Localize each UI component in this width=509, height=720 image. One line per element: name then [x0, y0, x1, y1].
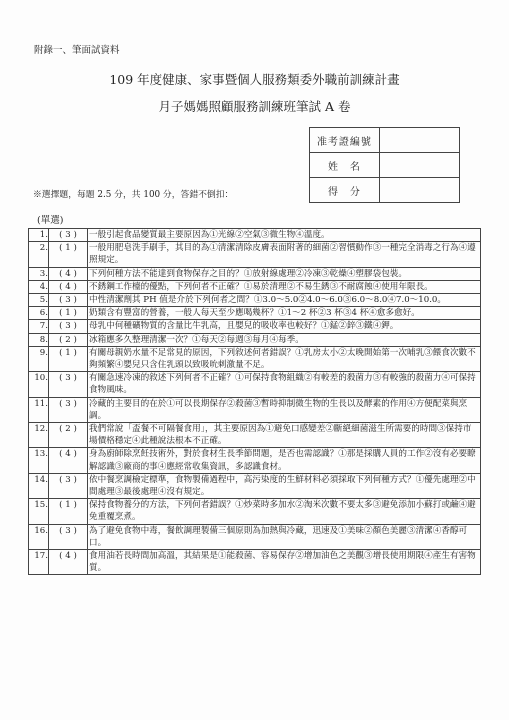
question-text: 依中餐烹調檢定標準，食物製備過程中，高污染度的生鮮材料必須採取下列何種方式？①優先處理②中間處理③最後處理④沒有規定。 — [88, 473, 481, 498]
answer: ( 1 ) — [49, 307, 88, 320]
answer: ( 3 ) — [49, 229, 88, 242]
question-number: 4. — [29, 280, 49, 293]
answer: ( 3 ) — [49, 294, 88, 307]
question-row — [29, 294, 481, 307]
question-number: 9. — [29, 346, 49, 371]
question-row — [29, 473, 481, 498]
info-label: 姓 名 — [310, 153, 380, 178]
answer: ( 1 ) — [49, 242, 88, 267]
section-label: (單選) — [37, 215, 64, 226]
question-text: 為了避免食物中毒，餐飲調理製備三個原則為加熱與冷藏，迅速及①美味②顏色美麗③清潔④香醇可口。 — [88, 524, 481, 549]
question-number: 17. — [29, 550, 49, 575]
question-text: 不銹鋼工作檯的優點，下列何者不正確？①易於清理②不易生銹③不耐腐蝕④使用年限長。 — [88, 280, 481, 293]
question-row — [29, 229, 481, 242]
appendix-label: 附錄一、筆面試資料 — [34, 45, 120, 56]
candidate-name-field[interactable] — [379, 153, 459, 178]
question-row — [29, 499, 481, 524]
question-row — [29, 550, 481, 575]
question-text: 身為廚師除烹飪技術外，對於食材生長季節問題，是否也需認識？①那是採購人員的工作②沒有必要瞭解認識③廠商的事④應經常收集資訊，多認識食材。 — [88, 448, 481, 473]
question-text: 下列何種方法不能達到食物保存之目的？①放射線處理②冷凍③乾燥④塑膠袋包裝。 — [88, 267, 481, 280]
answer: ( 3 ) — [49, 372, 88, 397]
question-number: 13. — [29, 448, 49, 473]
question-row — [29, 423, 481, 448]
answer: ( 3 ) — [49, 397, 88, 422]
answer: ( 4 ) — [49, 448, 88, 473]
question-number: 7. — [29, 320, 49, 333]
question-row — [29, 397, 481, 422]
question-text: 我們常說「盃餐不可隔餐食用」，其主要原因為①避免口感變差②斷絕細菌滋生所需要的時間③保持市場價格穩定④此種說法根本不正確。 — [88, 423, 481, 448]
question-number: 5. — [29, 294, 49, 307]
answer: ( 1 ) — [49, 346, 88, 371]
candidate-info-table — [309, 127, 460, 203]
info-row-name — [310, 153, 460, 178]
question-text: 奶類含有豐富的營養，一般人每天至少應喝幾杯？①1～2 杯②3 杯③4 杯④愈多愈好。 — [88, 307, 481, 320]
question-row — [29, 267, 481, 280]
question-row — [29, 320, 481, 333]
candidate-id-field[interactable] — [379, 128, 459, 153]
question-row — [29, 242, 481, 267]
question-text: 母乳中何種礦物質的含量比牛乳高，且嬰兒的吸收率也較好？①錳②鋅③鐵④鉀。 — [88, 320, 481, 333]
info-label: 准考證編號 — [310, 128, 380, 153]
question-number: 8. — [29, 333, 49, 346]
question-text: 保持食物養分的方法，下列何者錯誤？①炒菜時多加水②淘米次數不要太多③避免添加小蘇打或鹼④避免重覆烹煮。 — [88, 499, 481, 524]
answer: ( 2 ) — [49, 423, 88, 448]
exam-subtitle: 月子媽媽照顧服務訓練班筆試 A 卷 — [158, 99, 351, 114]
question-number: 6. — [29, 307, 49, 320]
question-number: 1. — [29, 229, 49, 242]
question-number: 16. — [29, 524, 49, 549]
answer: ( 4 ) — [49, 550, 88, 575]
question-number: 2. — [29, 242, 49, 267]
question-number: 3. — [29, 267, 49, 280]
question-table — [28, 228, 481, 575]
question-text: 一般用肥皂洗手刷手，其目的為①清潔清除皮膚表面附著的細菌②習慣動作③一種完全消毒之行為④遵照規定。 — [88, 242, 481, 267]
answer: ( 4 ) — [49, 267, 88, 280]
question-text: 食用油若長時間加高溫，其結果是①能殺菌、容易保存②增加油色之美觀③增長使用期限④產生有害物質。 — [88, 550, 481, 575]
answer: ( 3 ) — [49, 524, 88, 549]
question-row — [29, 448, 481, 473]
question-number: 15. — [29, 499, 49, 524]
question-row — [29, 524, 481, 549]
question-row — [29, 346, 481, 371]
score-field[interactable] — [379, 178, 459, 203]
question-number: 14. — [29, 473, 49, 498]
question-text: 冷藏的主要目的在於①可以長期保存②殺菌③暫時抑制微生物的生長以及酵素的作用④方便配菜與烹調。 — [88, 397, 481, 422]
question-text: 有關母親奶水量不足常見的原因，下列敘述何者錯誤？①乳房太小②太晚開始第一次哺乳③餵食次數不夠頻繁④嬰兒只含住乳頭以致吸吮刺激量不足。 — [88, 346, 481, 371]
answer: ( 3 ) — [49, 473, 88, 498]
answer: ( 3 ) — [49, 320, 88, 333]
question-row — [29, 333, 481, 346]
question-text: 冰箱應多久整理清潔一次？①每天②每週③每月④每季。 — [88, 333, 481, 346]
question-number: 10. — [29, 372, 49, 397]
question-number: 11. — [29, 397, 49, 422]
question-text: 一般引起食品變質最主要原因為①光線②空氣③微生物④溫度。 — [88, 229, 481, 242]
answer: ( 1 ) — [49, 499, 88, 524]
answer: ( 2 ) — [49, 333, 88, 346]
answer: ( 4 ) — [49, 280, 88, 293]
question-number: 12. — [29, 423, 49, 448]
info-row-score — [310, 178, 460, 203]
instructions: ※選擇題，每題 2.5 分，共 100 分，答錯不倒扣： — [33, 190, 234, 200]
question-text: 中性清潔劑其 PH 值是介於下列何者之間？①3.0～5.0②4.0～6.0③6.0～8.0④7.0～10.0。 — [88, 294, 481, 307]
info-row-id — [310, 128, 460, 153]
exam-title: 109 年度健康、家事暨個人服務類委外職前訓練計畫 — [109, 72, 400, 87]
question-text: 有關急速冷凍的敘述下列何者不正確？①可保持食物組織②有較差的殺菌力③有較強的殺菌力④可保持食物風味。 — [88, 372, 481, 397]
info-label: 得 分 — [310, 178, 380, 203]
question-row — [29, 372, 481, 397]
question-row — [29, 307, 481, 320]
question-row — [29, 280, 481, 293]
